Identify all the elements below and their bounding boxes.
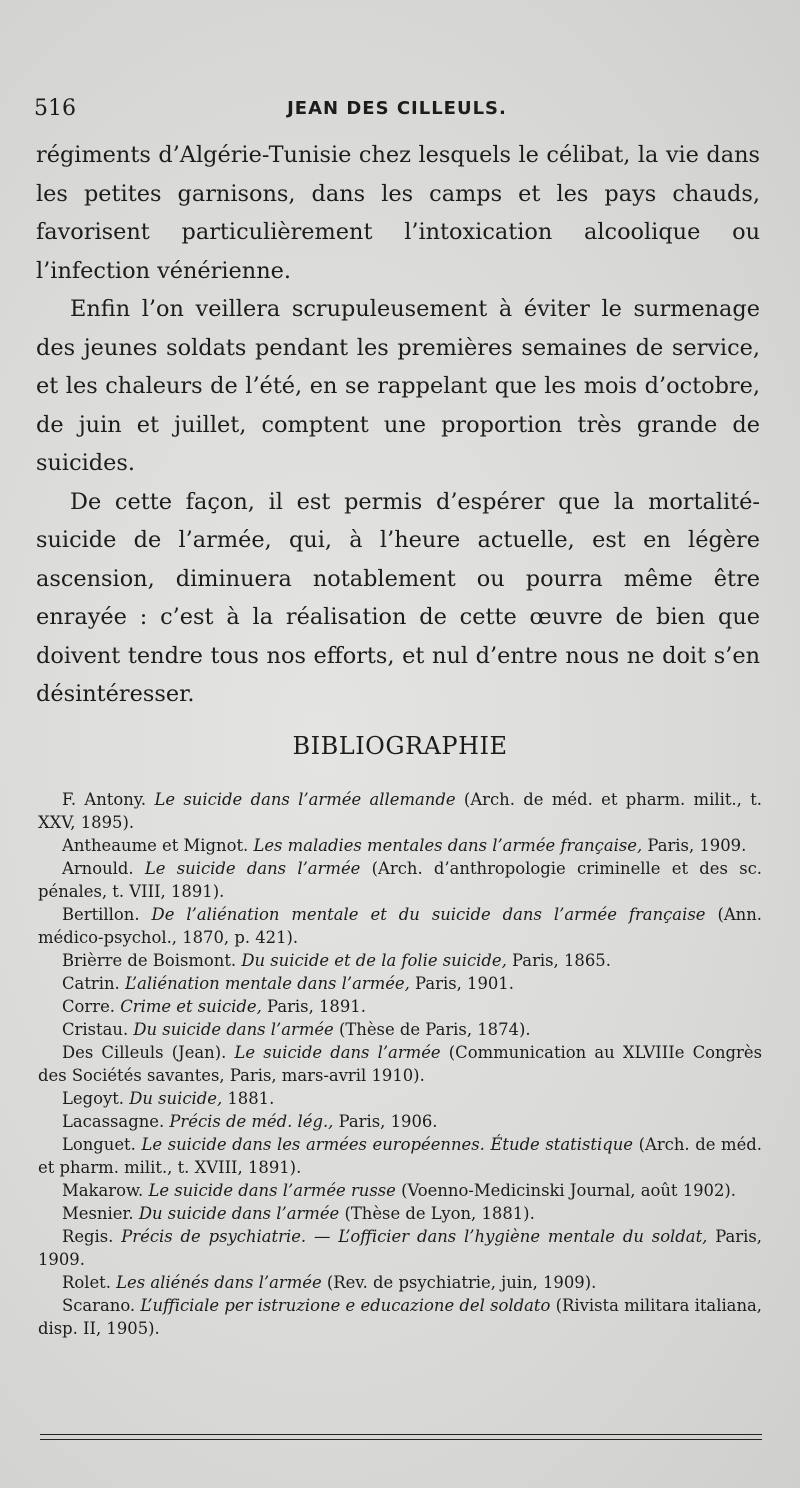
bibliography-entry — [38, 1018, 762, 1041]
footer-rule — [40, 1434, 762, 1435]
entry-reference: (Rev. de psychiatrie, juin, 1909). — [321, 1273, 597, 1292]
entry-reference: Paris, 1909. — [642, 836, 747, 855]
bibliography-entry — [38, 972, 762, 995]
paragraph: De cette façon, il est permis d’espérer que la mortalité-suicide de l’armée, qui, à l’heure actuelle, est en légère ascension, diminuera notablement ou pourra même être enrayée : c’est à la réalisation de cette œuvre de bien que doivent tendre tous nos efforts, et nul d’entre nous ne doit s’en désintéresser. — [36, 488, 760, 707]
bibliography-entry — [38, 1202, 762, 1225]
entry-reference: (Arch. d’anthropologie criminelle et des sc. pénales, t. VIII, 1891). — [38, 859, 762, 901]
entry-reference: (Arch. de méd. et pharm. milit., t. XXV, 1895). — [38, 790, 762, 832]
entry-title: Du suicide dans l’armée — [138, 1204, 340, 1223]
entry-author: Rolet. — [62, 1273, 117, 1292]
page-number: 516 — [34, 96, 76, 121]
entry-author: Makarow. — [62, 1181, 149, 1200]
running-head: JEAN DES CILLEULS. — [287, 98, 507, 119]
entry-reference: Paris, 1909. — [38, 1227, 763, 1269]
bibliography-title: BIBLIOGRAPHIE — [292, 732, 508, 760]
entry-reference: (Thèse de Lyon, 1881). — [339, 1204, 535, 1223]
entry-reference: (Voenno-Medicinski Journal, août 1902). — [395, 1181, 737, 1200]
page-header — [34, 96, 760, 126]
entry-reference: (Thèse de Paris, 1874). — [333, 1020, 531, 1039]
entry-title: Crime et suicide, — [120, 997, 262, 1016]
paragraph: Enfin l’on veillera scrupuleusement à éviter le surmenage des jeunes soldats pendant les premières semaines de service, et les chaleurs de l’été, en se rappelant que les mois d’octobre, de juin et juillet, comptent une proportion très grande de suicides. — [36, 296, 760, 476]
bibliography-entry — [38, 949, 762, 972]
bibliography-entry — [38, 1271, 762, 1294]
bibliography-entry — [38, 1087, 762, 1110]
entry-reference: (Arch. de méd. et pharm. milit., t. XVIII, 1891). — [38, 1135, 762, 1177]
entry-author: Bertillon. — [62, 905, 152, 924]
entry-title: Le suicide dans l’armée allemande — [154, 790, 456, 809]
entry-title: Les maladies mentales dans l’armée française, — [253, 836, 643, 855]
bibliography-entry — [38, 1110, 762, 1133]
entry-title: Le suicide dans les armées européennes. Étude statistique — [141, 1135, 633, 1154]
bibliography-entry — [38, 788, 762, 834]
bibliography-entry — [38, 995, 762, 1018]
entry-title: L’ufficiale per istruzione e educazione del soldato — [140, 1296, 551, 1315]
entry-author: Corre. — [62, 997, 121, 1016]
bibliography-entry — [38, 1041, 762, 1087]
entry-reference: Paris, 1906. — [333, 1112, 438, 1131]
entry-author: Arnould. — [62, 859, 145, 878]
bibliography-entry — [38, 857, 762, 903]
bibliography-entry — [38, 834, 762, 857]
entry-reference: Paris, 1891. — [261, 997, 366, 1016]
entry-reference: (Rivista militara italiana, disp. II, 1905). — [38, 1296, 762, 1338]
entry-title: Du suicide et de la folie suicide, — [241, 951, 507, 970]
bibliography-entry — [38, 1294, 762, 1340]
bibliography-entry — [38, 1133, 762, 1179]
entry-reference: (Communication au XLVIIIe Congrès des Sociétés savantes, Paris, mars-avril 1910). — [38, 1043, 762, 1085]
entry-author: Antheaume et Mignot. — [62, 836, 254, 855]
footer-rule — [40, 1439, 762, 1440]
entry-title: Précis de méd. lég., — [169, 1112, 334, 1131]
entry-title: De l’aliénation mentale et du suicide dans l’armée française — [151, 905, 706, 924]
entry-title: Du suicide, — [129, 1089, 223, 1108]
entry-author: Regis. — [62, 1227, 122, 1246]
entry-author: Cristau. — [62, 1020, 134, 1039]
entry-reference: Paris, 1865. — [506, 951, 611, 970]
entry-author: Des Cilleuls (Jean). — [62, 1043, 235, 1062]
entry-author: Longuet. — [62, 1135, 142, 1154]
body-text — [36, 136, 760, 714]
paragraph: régiments d’Algérie-Tunisie chez lesquels le célibat, la vie dans les petites garnisons, dans les camps et les pays chauds, favorisent particulièrement l’intoxication alcoolique ou l’infection vénérienne. — [36, 142, 760, 284]
entry-author: Mesnier. — [62, 1204, 139, 1223]
entry-author: Catrin. — [62, 974, 125, 993]
entry-title: Le suicide dans l’armée — [234, 1043, 441, 1062]
entry-author: Lacassagne. — [62, 1112, 170, 1131]
entry-title: L’aliénation mentale dans l’armée, — [124, 974, 410, 993]
entry-title: Les aliénés dans l’armée — [116, 1273, 322, 1292]
entry-title: Le suicide dans l’armée russe — [148, 1181, 396, 1200]
entry-reference: 1881. — [222, 1089, 275, 1108]
entry-author: Legoyt. — [62, 1089, 130, 1108]
bibliography-entry — [38, 903, 762, 949]
entry-title: Le suicide dans l’armée — [144, 859, 361, 878]
entry-author: Brièrre de Boismont. — [62, 951, 242, 970]
bibliography-entry — [38, 1179, 762, 1202]
entry-author: F. Antony. — [62, 790, 155, 809]
entry-author: Scarano. — [62, 1296, 141, 1315]
bibliography-entry — [38, 1225, 762, 1271]
bibliography-list — [38, 788, 762, 1340]
entry-reference: (Ann. médico-psychol., 1870, p. 421). — [38, 905, 762, 947]
entry-title: Précis de psychiatrie. — L’officier dans l’hygiène mentale du soldat, — [121, 1227, 708, 1246]
entry-reference: Paris, 1901. — [409, 974, 514, 993]
entry-title: Du suicide dans l’armée — [133, 1020, 334, 1039]
